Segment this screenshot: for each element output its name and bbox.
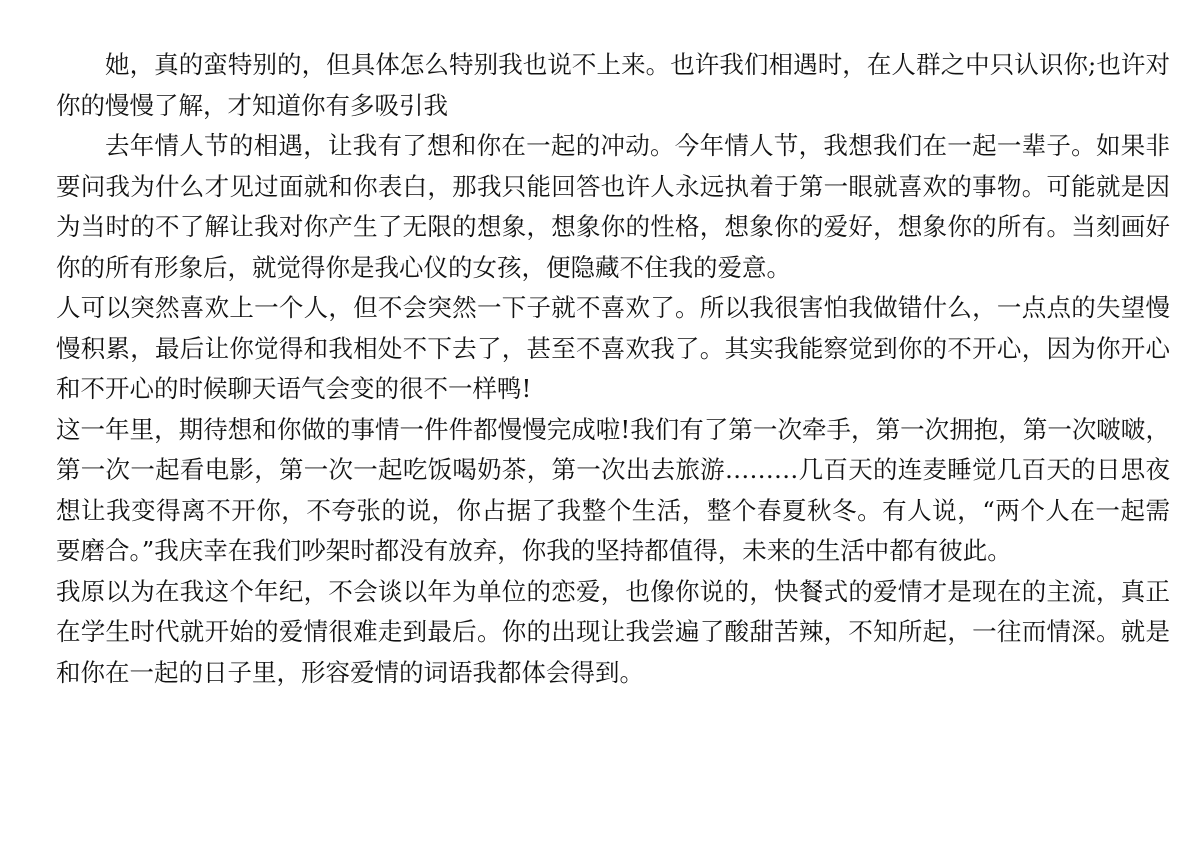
document-body [56,45,1170,693]
paragraph-1: 她，真的蛮特别的，但具体怎么特别我也说不上来。也许我们相遇时，在人群之中只认识你;也许对你的慢慢了解，才知道你有多吸引我 [56,50,1170,120]
paragraph-5: 我原以为在我这个年纪，不会谈以年为单位的恋爱，也像你说的，快餐式的爱情才是现在的主流，真正在学生时代就开始的爱情很难走到最后。你的出现让我尝遍了酸甜苦辣，不知所起，一往而情深。就是和你在一起的日子里，形容爱情的词语我都体会得到。 [56,576,1170,687]
paragraph-4: 这一年里，期待想和你做的事情一件件都慢慢完成啦!我们有了第一次牵手，第一次拥抱，第一次啵啵，第一次一起看电影，第一次一起吃饭喝奶茶，第一次出去旅游………几百天的连麦睡觉几百天的日思夜想让我变得离不开你，不夸张的说，你占据了我整个生活，整个春夏秋冬。有人说，“两个人在一起需要磨合。”我庆幸在我们吵架时都没有放弃，你我的坚持都值得，未来的生活中都有彼此。 [56,414,1170,565]
paragraph-3: 人可以突然喜欢上一个人，但不会突然一下子就不喜欢了。所以我很害怕我做错什么，一点点的失望慢慢积累，最后让你觉得和我相处不下去了，甚至不喜欢我了。其实我能察觉到你的不开心，因为你开心和不开心的时候聊天语气会变的很不一样鸭! [56,293,1170,403]
paragraph-2: 去年情人节的相遇，让我有了想和你在一起的冲动。今年情人节，我想我们在一起一辈子。如果非要问我为什么才见过面就和你表白，那我只能回答也许人永远执着于第一眼就喜欢的事物。可能就是因为当时的不了解让我对你产生了无限的想象，想象你的性格，想象你的爱好，想象你的所有。当刻画好你的所有形象后，就觉得你是我心仪的女孩，便隐藏不住我的爱意。 [56,131,1170,282]
